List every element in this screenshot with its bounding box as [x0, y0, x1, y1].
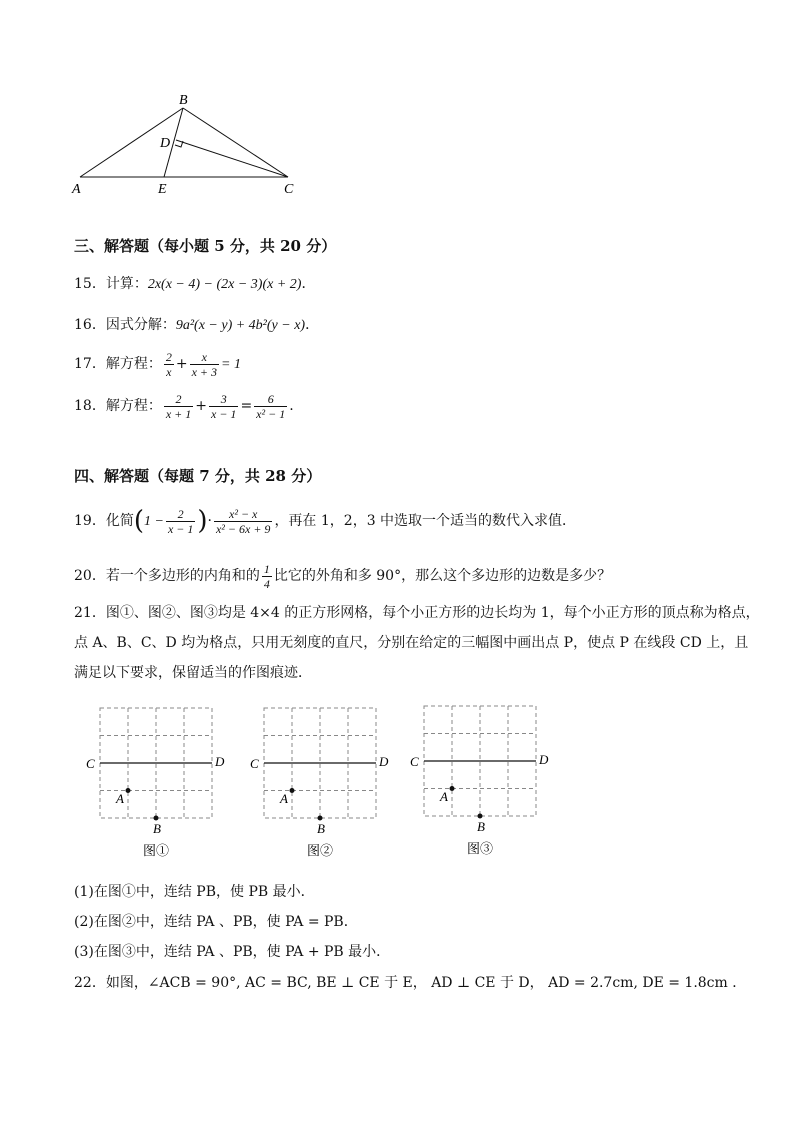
label-d: D — [215, 754, 225, 769]
q15-expr: 2x(x − 4) − (2x − 3)(x + 2) — [147, 277, 302, 292]
q19-suffix: ，再在 1，2，3 中选取一个适当的数代入求值． — [274, 513, 577, 529]
grid-figure-1 — [80, 700, 240, 865]
label-b: B — [179, 93, 188, 108]
q20-suffix: 比它的外角和多 90°，那么这个多边形的边数是多少？ — [273, 568, 612, 584]
q19-prefix: 19．化简 — [74, 513, 134, 529]
q19-one-minus: 1 − — [143, 514, 164, 529]
question-20 — [74, 560, 611, 592]
segment-dc — [176, 140, 288, 177]
question-18 — [74, 390, 294, 422]
label-d: D — [160, 136, 171, 151]
q18-fraction-2: $\frac{3}{x - 1}$ — [211, 391, 237, 421]
q19-fraction-2: $\frac{\text{x² − x}}{\text{x² − 6x + 9}}$ — [215, 506, 271, 536]
question-19 — [74, 504, 576, 539]
label-b: B — [477, 819, 485, 834]
question-22: 22．如图，∠ACB = 90°, AC = BC, BE ⊥ CE 于 E， AD ⊥ CE 于 D， AD = 2.7cm, DE = 1.8cm ． — [74, 975, 747, 991]
label-c: C — [250, 756, 259, 771]
question-21-sub-1: (1)在图①中，连结 PB，使 PB 最小． — [74, 884, 315, 900]
segment-bc — [183, 108, 288, 177]
question-21-sub-2: (2)在图②中，连结 PA 、PB，使 PA = PB． — [74, 914, 358, 930]
label-e: E — [158, 182, 167, 197]
label-b: B — [153, 821, 161, 836]
label-a: A — [72, 182, 81, 197]
q18-fraction-3: $\frac{6}{\text{x² − 1}}$ — [256, 391, 286, 421]
point-b — [318, 816, 323, 821]
section3-heading: 三、解答题（每小题 5 分，共 20 分） — [74, 237, 337, 255]
q20-prefix: 20．若一个多边形的内角和的 — [74, 568, 260, 584]
question-16 — [74, 315, 319, 336]
q18-prefix: 18．解方程： — [74, 398, 162, 414]
label-d: D — [379, 754, 389, 769]
caption: 图① — [143, 843, 170, 858]
section4-heading: 四、解答题（每题 7 分，共 28 分） — [74, 467, 322, 485]
q16-expr: 9a²(x − y) + 4b²(y − x) — [175, 318, 306, 333]
question-17 — [74, 348, 241, 381]
label-a: A — [280, 791, 288, 806]
q19-open-paren: ( — [133, 506, 144, 536]
question-21-line-2: 点 A、B、C、D 均为格点，只用无刻度的直尺，分别在给定的三幅图中画出点 P，使点 P 在线段 CD 上，且 — [74, 635, 749, 651]
caption: 图② — [307, 843, 334, 858]
q15-prefix: 15．计算： — [74, 276, 148, 292]
q16-prefix: 16．因式分解： — [74, 317, 176, 333]
point-b — [478, 814, 483, 819]
q17-rhs: = 1 — [221, 357, 241, 372]
question-21-sub-3: (3)在图③中，连结 PA 、PB，使 PA + PB 最小． — [74, 944, 391, 960]
q19-fraction-1: $\frac{2}{x - 1}$ — [167, 506, 194, 536]
point-b — [154, 816, 159, 821]
caption: 图③ — [467, 841, 494, 856]
q17-prefix: 17．解方程： — [74, 356, 162, 372]
q19-close-paren: ) — [197, 506, 208, 536]
question-21-line-1: 21．图①、图②、图③均是 4×4 的正方形网格，每个小正方形的边长均为 1，每个小正方形的顶点称为格点， — [74, 605, 760, 621]
q17-plus: + — [175, 356, 188, 372]
q17-fraction-2: $\frac{x}{x + 3}$ — [191, 349, 217, 379]
q20-fraction: $\frac{1}{4}$ — [263, 561, 270, 591]
point-a — [290, 788, 295, 793]
grid-figure-2 — [244, 700, 404, 865]
question-21-line-3: 满足以下要求，保留适当的作图痕迹． — [74, 665, 312, 681]
question-15 — [74, 274, 315, 295]
triangle-figure — [60, 92, 320, 202]
q17-fraction-1: $\frac{2}{x}$ — [165, 349, 172, 379]
label-c: C — [86, 756, 95, 771]
point-a — [126, 788, 131, 793]
q18-suffix: . — [289, 398, 294, 414]
q18-plus: + — [195, 398, 207, 414]
q16-suffix: ． — [305, 317, 320, 333]
q18-eq: = — [240, 398, 253, 414]
q19-dot: · — [207, 513, 212, 529]
q15-suffix: ． — [301, 276, 316, 292]
q18-fraction-1: $\frac{2}{x + 1}$ — [165, 391, 192, 421]
label-a: A — [440, 789, 448, 804]
label-d: D — [539, 752, 549, 767]
label-c: C — [410, 754, 419, 769]
label-b: B — [317, 821, 325, 836]
grid-figure-3 — [404, 698, 564, 863]
label-a: A — [116, 791, 124, 806]
point-a — [450, 786, 455, 791]
label-c: C — [284, 182, 294, 197]
